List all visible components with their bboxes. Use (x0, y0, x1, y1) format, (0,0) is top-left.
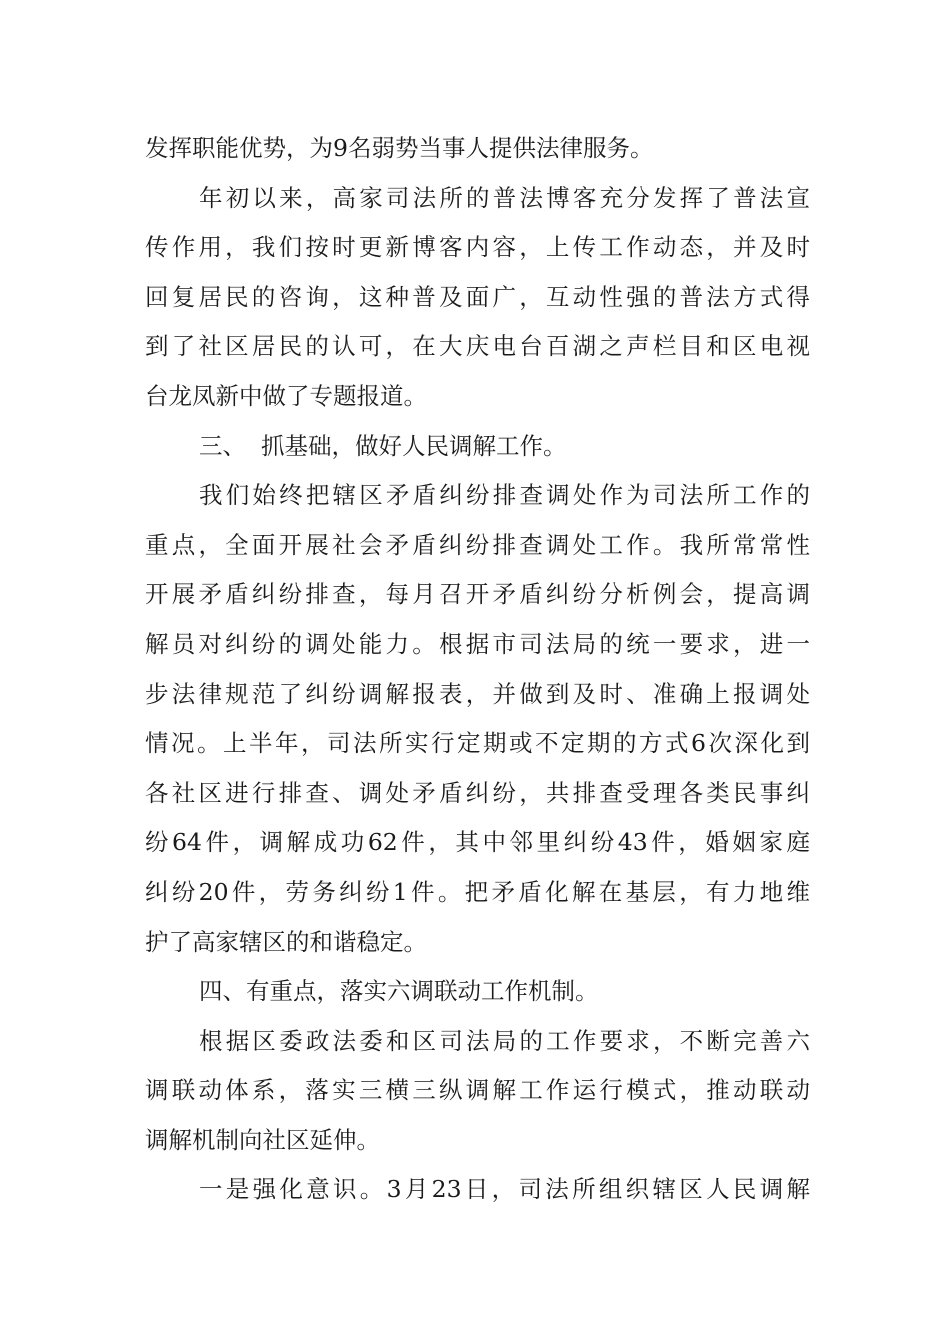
section-heading: 三、 抓基础，做好人民调解工作。 (199, 431, 567, 460)
paragraph-line: 到了社区居民的认可，在大庆电台百湖之声栏目和区电视 (145, 332, 810, 361)
paragraph-line: 台龙凤新中做了专题报道。 (145, 381, 427, 410)
paragraph-line: 一是强化意识。3月23日，司法所组织辖区人民调解 (199, 1175, 810, 1204)
paragraph-line: 纷64件，调解成功62件，其中邻里纠纷43件，婚姻家庭 (145, 828, 810, 857)
paragraph-line: 开展矛盾纠纷排查，每月召开矛盾纠纷分析例会，提高调 (145, 580, 810, 609)
paragraph-line: 调解机制向社区延伸。 (145, 1125, 380, 1154)
section-heading: 四、有重点，落实六调联动工作机制。 (199, 977, 599, 1006)
paragraph-line: 情况。上半年，司法所实行定期或不定期的方式6次深化到 (145, 729, 810, 758)
paragraph-line: 重点，全面开展社会矛盾纠纷排查调处工作。我所常常性 (145, 530, 810, 559)
paragraph-line: 护了高家辖区的和谐稳定。 (145, 927, 427, 956)
paragraph-line: 调联动体系，落实三横三纵调解工作运行模式，推动联动 (145, 1076, 810, 1105)
paragraph-line: 回复居民的咨询，这种普及面广，互动性强的普法方式得 (145, 282, 810, 311)
paragraph-line: 传作用，我们按时更新博客内容，上传工作动态，并及时 (145, 233, 810, 262)
paragraph-line: 年初以来，高家司法所的普法博客充分发挥了普法宣 (199, 183, 810, 212)
paragraph-line: 解员对纠纷的调处能力。根据市司法局的统一要求，进一 (145, 629, 810, 658)
paragraph-line: 发挥职能优势，为9名弱势当事人提供法律服务。 (145, 134, 654, 162)
body-text (145, 124, 810, 1215)
paragraph-line: 步法律规范了纠纷调解报表，并做到及时、准确上报调处 (145, 679, 810, 708)
paragraph-line: 各社区进行排查、调处矛盾纠纷，共排查受理各类民事纠 (145, 778, 810, 807)
paragraph-line: 根据区委政法委和区司法局的工作要求，不断完善六 (199, 1026, 810, 1055)
paragraph-line: 我们始终把辖区矛盾纠纷排查调处作为司法所工作的 (199, 481, 810, 510)
paragraph-line: 纠纷20件，劳务纠纷1件。把矛盾化解在基层，有力地维 (145, 877, 810, 906)
